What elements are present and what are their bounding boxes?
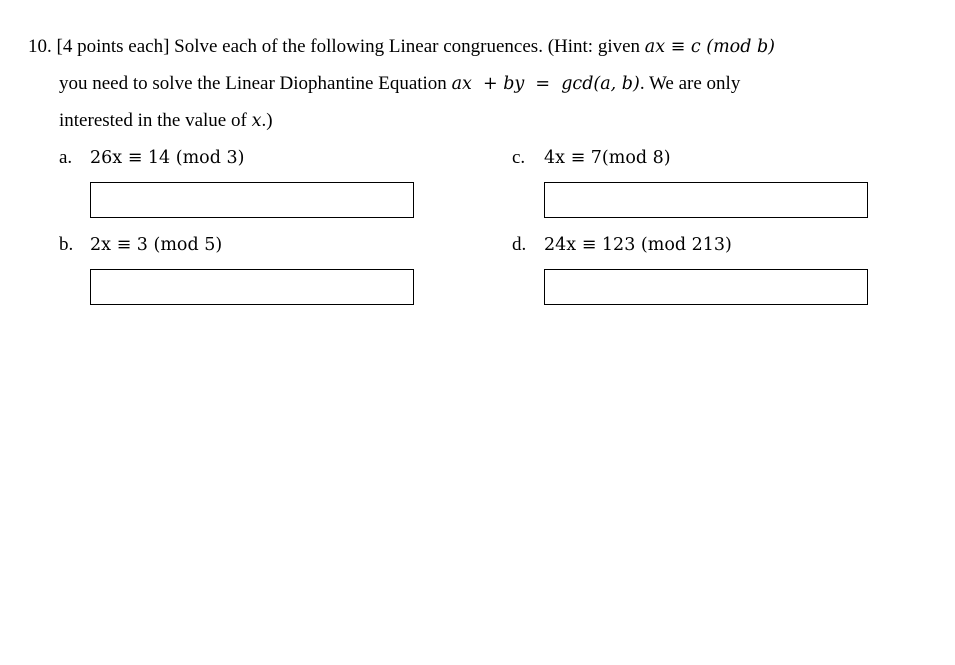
part-c-answer-box[interactable] [544,182,868,218]
question-line-3 [59,109,273,133]
line3-suffix: .) [261,110,273,131]
line2-prefix: you need to solve the Linear Diophantine Equation [59,73,447,94]
question-points: [4 points each] [56,36,170,57]
part-d-congruence: 24x ≡ 123 (mod 213) [544,235,732,255]
part-a-label: a. [59,147,73,168]
question-number: 10. [28,36,52,57]
part-c-label: c. [512,147,526,168]
part-a-congruence: 26x ≡ 14 (mod 3) [90,148,245,168]
part-b-congruence: 2x ≡ 3 (mod 5) [90,235,223,255]
line2-suffix: . We are only [639,73,741,94]
diophantine-equation: ax + by = gcd(a, b) [451,74,640,94]
question-line-2 [59,72,740,96]
part-b-answer-box[interactable] [90,269,414,305]
part-a-answer-box[interactable] [90,182,414,218]
question-line-1 [28,35,775,59]
line3-prefix: interested in the value of [59,110,247,131]
part-d-label: d. [512,234,527,255]
part-b-label: b. [59,234,74,255]
part-c-congruence: 4x ≡ 7(mod 8) [544,148,671,168]
hint-congruence: ax ≡ c (mod b) [644,37,776,57]
part-d-answer-box[interactable] [544,269,868,305]
line3-variable: x [251,111,262,131]
question-prompt: Solve each of the following Linear congruences. (Hint: given [174,36,641,57]
